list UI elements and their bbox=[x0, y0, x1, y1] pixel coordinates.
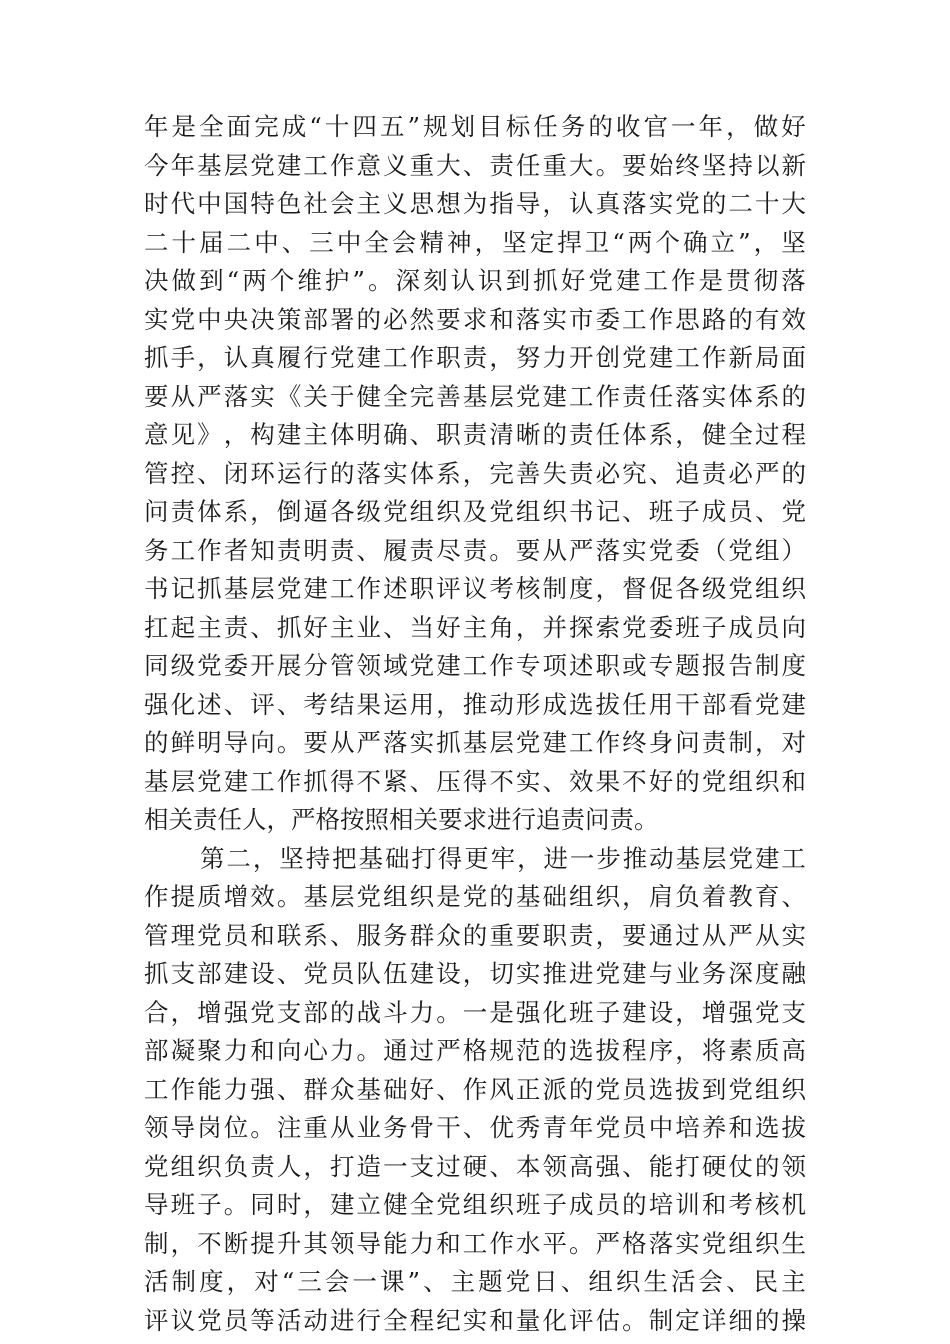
text-line: 问 责 体 系 ， 倒 逼 各 级 党 组 织 及 党 组 织 书 记 、 班 子 成 员 、 党 bbox=[144, 497, 806, 526]
text-line: 评 议 党 员 等 活 动 进 行 全 程 纪 实 和 量 化 评 估 。 制 定 详 细 的 操 bbox=[144, 1305, 806, 1335]
text-line: 年 是 全 面 完 成 “ 十 四 五 ” 规 划 目 标 任 务 的 收 官 一 年 ， 做 好 bbox=[144, 112, 806, 141]
text-line: 相关责任人，严格按照相关要求进行追责问责。 bbox=[144, 805, 659, 834]
text-line: 时 代 中 国 特 色 社 会 主 义 思 想 为 指 导 ， 认 真 落 实 党 的 二 十 大 bbox=[144, 189, 806, 218]
text-line: 意 见 》 ， 构 建 主 体 明 确 、 职 责 清 晰 的 责 任 体 系 ， 健 全 过 程 bbox=[144, 420, 806, 449]
text-line: 导 班 子 。 同 时 ， 建 立 健 全 党 组 织 班 子 成 员 的 培 训 和 考 核 机 bbox=[144, 1190, 806, 1219]
text-line: 强 化 述 、 评 、 考 结 果 运 用 ， 推 动 形 成 选 拔 任 用 干 部 看 党 建 bbox=[144, 689, 806, 719]
text-line: 同 级 党 委 开 展 分 管 领 域 党 建 工 作 专 项 述 职 或 专 题 报 告 制 度 bbox=[144, 651, 806, 680]
text-line: 管 理 党 员 和 联 系 、 服 务 群 众 的 重 要 职 责 ， 要 通 过 从 严 从 实 bbox=[144, 920, 806, 950]
text-line: 基 层 党 建 工 作 抓 得 不 紧 、 压 得 不 实 、 效 果 不 好 的 党 组 织 和 bbox=[144, 766, 806, 796]
text-line: 抓 手 ， 认 真 履 行 党 建 工 作 职 责 ， 努 力 开 创 党 建 工 作 新 局 面 bbox=[144, 343, 806, 372]
text-line: 作 提 质 增 效 。 基 层 党 组 织 是 党 的 基 础 组 织 ， 肩 负 着 教 育 、 bbox=[144, 882, 806, 911]
text-line: 管 控 、 闭 环 运 行 的 落 实 体 系 ， 完 善 失 责 必 究 、 追 责 必 严 的 bbox=[144, 458, 806, 488]
text-line: 合 ， 增 强 党 支 部 的 战 斗 力 。 一 是 强 化 班 子 建 设 ， 增 强 党 支 bbox=[144, 997, 806, 1027]
text-line: 实 党 中 央 决 策 部 署 的 必 然 要 求 和 落 实 市 委 工 作 思 路 的 有 效 bbox=[144, 304, 806, 334]
text-line: 务 工 作 者 知 责 明 责 、 履 责 尽 责 。 要 从 严 落 实 党 委 （ 党 组 ） bbox=[144, 535, 806, 565]
text-line: 领 导 岗 位 。 注 重 从 业 务 骨 干 、 优 秀 青 年 党 员 中 培 养 和 选 拔 bbox=[144, 1113, 806, 1142]
paragraph-first-line: 第 二 ， 坚 持 把 基 础 打 得 更 牢 ， 进 一 步 推 动 基 层 党 建 工 bbox=[200, 843, 806, 873]
text-line: 扛 起 主 责 、 抓 好 主 业 、 当 好 主 角 ， 并 探 索 党 委 班 子 成 员 向 bbox=[144, 612, 806, 642]
text-line: 的 鲜 明 导 向 。 要 从 严 落 实 抓 基 层 党 建 工 作 终 身 问 责 制 ， 对 bbox=[144, 728, 806, 757]
text-line: 活 制 度 ， 对 “ 三 会 一 课 ” 、 主 题 党 日 、 组 织 生 活 会 、 民 主 bbox=[144, 1267, 806, 1296]
text-line: 抓 支 部 建 设 、 党 员 队 伍 建 设 ， 切 实 推 进 党 建 与 业 务 深 度 融 bbox=[144, 959, 806, 988]
body-text bbox=[144, 108, 806, 1340]
text-line: 今 年 基 层 党 建 工 作 意 义 重 大 、 责 任 重 大 。 要 始 终 坚 持 以 新 bbox=[144, 150, 806, 180]
text-line: 书 记 抓 基 层 党 建 工 作 述 职 评 议 考 核 制 度 ， 督 促 各 级 党 组 织 bbox=[144, 574, 806, 603]
text-line: 制 ， 不 断 提 升 其 领 导 能 力 和 工 作 水 平 。 严 格 落 实 党 组 织 生 bbox=[144, 1228, 806, 1258]
text-line: 工 作 能 力 强 、 群 众 基 础 好 、 作 风 正 派 的 党 员 选 拔 到 党 组 织 bbox=[144, 1074, 806, 1104]
text-line: 党 组 织 负 责 人 ， 打 造 一 支 过 硬 、 本 领 高 强 、 能 打 硬 仗 的 领 bbox=[144, 1151, 806, 1181]
text-line: 要 从 严 落 实 《 关 于 健 全 完 善 基 层 党 建 工 作 责 任 落 实 体 系 的 bbox=[144, 381, 806, 411]
text-line: 二 十 届 二 中 、 三 中 全 会 精 神 ， 坚 定 捍 卫 “ 两 个 确 立 ” ， 坚 bbox=[144, 227, 806, 257]
text-line: 部 凝 聚 力 和 向 心 力 。 通 过 严 格 规 范 的 选 拔 程 序 ， 将 素 质 高 bbox=[144, 1036, 806, 1065]
text-line: 决 做 到 “ 两 个 维 护 ” 。 深 刻 认 识 到 抓 好 党 建 工 作 是 贯 彻 落 bbox=[144, 266, 806, 295]
